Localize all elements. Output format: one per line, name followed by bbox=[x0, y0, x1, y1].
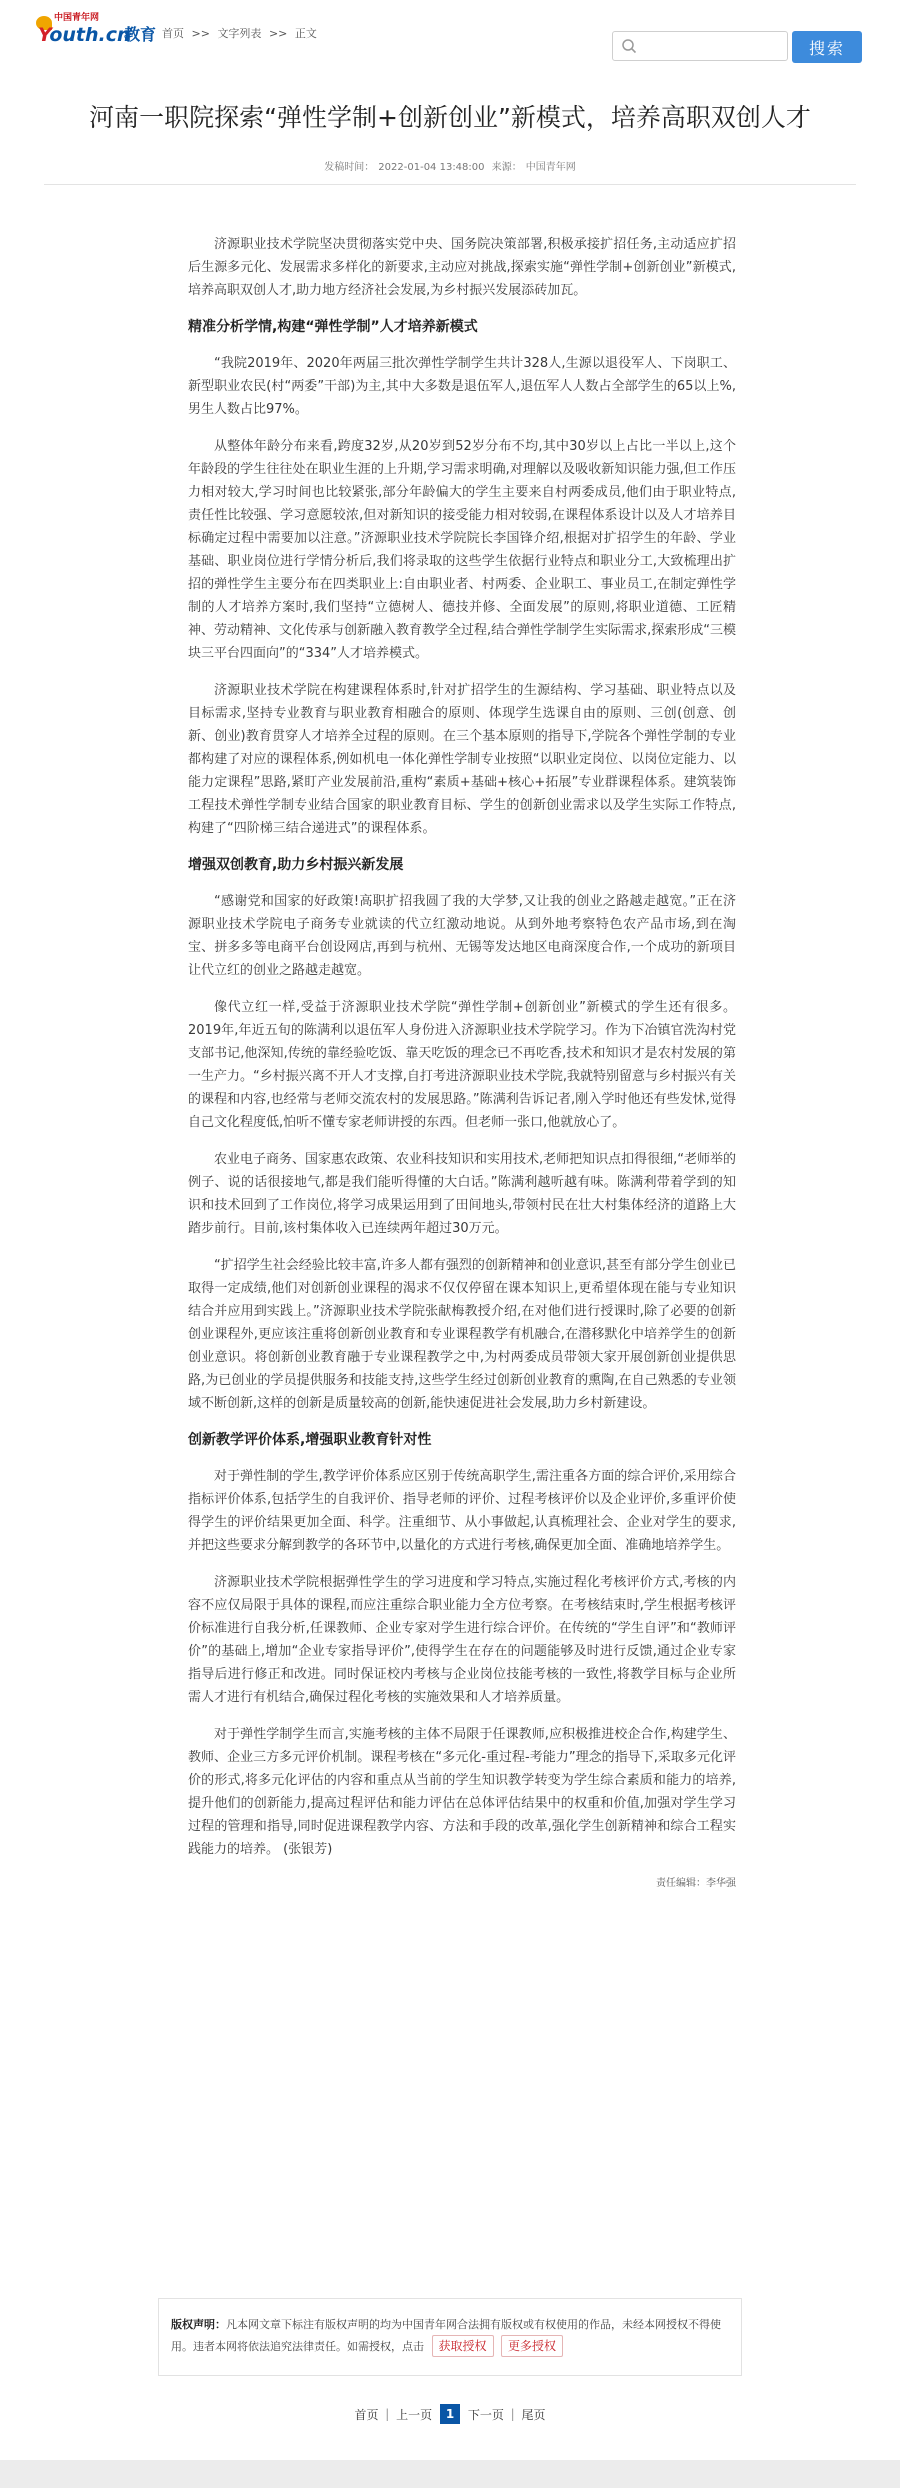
search-input[interactable] bbox=[643, 36, 785, 58]
section-heading: 精准分析学情,构建“弹性学制”人才培养新模式 bbox=[188, 319, 478, 335]
breadcrumb bbox=[162, 25, 321, 41]
copyright-label: 版权声明： bbox=[171, 2318, 226, 2331]
logo-en-text: Youth.cn bbox=[38, 24, 131, 46]
pager-last[interactable]: 尾页 bbox=[521, 2407, 546, 2422]
article-paragraph: 像代立红一样,受益于济源职业技术学院“弹性学制+创新创业”新模式的学生还有很多。2019年,年近五旬的陈满利以退伍军人身份进入济源职业技术学院学习。作为下冶镇官洗沟村党支部书记,他深知,传统的靠经验吃饭、靠天吃饭的理念已不再吃香,技术和知识才是农村发展的第一生产力。“乡村振兴离不开人才支撑,自打考进济源职业技术学院,我就特别留意与乡村振兴有关的课程和内容,也经常与老师交流农村的发展思路。”陈满利告诉记者,刚入学时他还有些发怵,觉得自己文化程度低,怕听不懂专家老师讲授的东西。但老师一张口,他就放心了。 bbox=[188, 1000, 737, 1130]
pagination bbox=[0, 2404, 900, 2424]
pager-sep: | bbox=[385, 2407, 390, 2421]
get-license-button[interactable]: 获取授权 bbox=[432, 2335, 494, 2357]
title-divider bbox=[44, 184, 856, 185]
section-heading: 增强双创教育,助力乡村振兴新发展 bbox=[188, 857, 404, 873]
more-license-button[interactable]: 更多授权 bbox=[501, 2335, 563, 2357]
breadcrumb-home[interactable]: 首页 bbox=[162, 27, 184, 40]
article-meta bbox=[40, 158, 860, 173]
section-heading: 创新教学评价体系,增强职业教育针对性 bbox=[188, 1432, 432, 1448]
article-paragraph: 对于弹性制的学生,教学评价体系应区别于传统高职学生,需注重各方面的综合评价,采用综合指标评价体系,包括学生的自我评价、指导老师的评价、过程考核评价以及企业评价,多重评价使得学生的评价结果更加全面、科学。注重细节、从小事做起,认真梳理社会、企业对学生的要求,并把这些要求分解到教学的各环节中,以量化的方式进行考核,确保更加全面、准确地培养学生。 bbox=[188, 1469, 736, 1553]
pager-current[interactable]: 1 bbox=[440, 2404, 460, 2424]
article-paragraph: “扩招学生社会经验比较丰富,许多人都有强烈的创新精神和创业意识,甚至有部分学生创业已取得一定成绩,他们对创新创业课程的渴求不仅仅停留在课本知识上,更希望体现在能与专业知识结合并应用到实践上。”济源职业技术学院张献梅教授介绍,在对他们进行授课时,除了必要的创新创业课程外,更应该注重将创新创业教育和专业课程教学有机融合,在潜移默化中培养学生的创新创业意识。将创新创业教育融于专业课程教学之中,为村两委成员带领大家开展创新创业提供思路,为已创业的学员提供服务和技能支持,这些学生经过创新创业教育的熏陶,在自己熟悉的专业领域不断创新,这样的创新是质量较高的创新,能快速促进社会发展,助力乡村新建设。 bbox=[188, 1258, 737, 1411]
article-title: 河南一职院探索“弹性学制+创新创业”新模式，培养高职双创人才 bbox=[89, 103, 811, 132]
article-paragraph: “我院2019年、2020年两届三批次弹性学制学生共计328人,生源以退役军人、下岗职工、新型职业农民(村“两委”干部)为主,其中大多数是退伍军人,退伍军人人数占全部学生的65以上%,男生人数占比97%。 bbox=[188, 356, 736, 417]
site-logo[interactable] bbox=[34, 8, 131, 52]
article-paragraph: 济源职业技术学院在构建课程体系时,针对扩招学生的生源结构、学习基础、职业特点以及目标需求,坚持专业教育与职业教育相融合的原则、体现学生选课自由的原则、三创(创意、创新、创业)教育贯穿人才培养全过程的原则。在三个基本原则的指导下,学院各个弹性学制的专业都构建了对应的课程体系,例如机电一体化弹性学制专业按照“以职业定岗位、以岗位定能力、以能力定课程”思路,紧盯产业发展前沿,重构“素质+基础+核心+拓展”专业群课程体系。建筑装饰工程技术弹性学制专业结合国家的职业教育目标、学生的创新创业需求以及学生实际工作特点,构建了“四阶梯三结合递进式”的课程体系。 bbox=[188, 683, 736, 836]
top-bar bbox=[0, 0, 900, 72]
article-body bbox=[188, 233, 736, 1905]
pager-next[interactable]: 下一页 bbox=[467, 2407, 504, 2422]
breadcrumb-current: 正文 bbox=[294, 27, 317, 40]
logo-cn-text: 中国青年网 bbox=[54, 13, 100, 23]
pager-prev[interactable]: 上一页 bbox=[396, 2407, 433, 2422]
copyright-text: 凡本网文章下标注有版权声明的均为中国青年网合法拥有版权或有权使用的作品，未经本网授权不得使用。违者本网将依法追究法律责任。如需授权，点击 bbox=[171, 2318, 721, 2353]
article-paragraph: 从整体年龄分布来看,跨度32岁,从20岁到52岁分布不均,其中30岁以上占比一半以上,这个年龄段的学生往往处在职业生涯的上升期,学习需求明确,对理解以及吸收新知识能力强,但工作压力相对较大,学习时间也比较紧张,部分年龄偏大的学生主要来自村两委成员,他们由于职业特点,责任性比较强、学习意愿较浓,但对新知识的接受能力相对较弱,在课程体系设计以及人才培养目标确定过程中需要加以注意。”济源职业技术学院院长李国锋介绍,根据对扩招学生的年龄、学业基础、职业岗位进行学情分析后,我们将录取的这些学生依据行业特点和职业分工,大致梳理出扩招的弹性学生主要分布在四类职业上:自由职业者、村两委、企业职工、事业员工,在制定弹性学制的人才培养方案时,我们坚持“立德树人、德技并修、全面发展”的原则,将职业道德、工匠精神、劳动精神、文化传承与创新融入教育教学全过程,结合弹性学制学生实际需求,探索形成“三模块三平台四面向”的“334”人才培养模式。 bbox=[188, 439, 737, 661]
article-paragraph: 济源职业技术学院坚决贯彻落实党中央、国务院决策部署,积极承接扩招任务,主动适应扩招后生源多元化、发展需求多样化的新要求,主动应对挑战,探索实施“弹性学制+创新创业”新模式,培养高职双创人才,助力地方经济社会发展,为乡村振兴发展添砖加瓦。 bbox=[188, 237, 736, 298]
search-icon bbox=[621, 38, 637, 54]
publish-time: 2022-01-04 13:48:00 bbox=[378, 162, 485, 173]
breadcrumb-sep: >> bbox=[191, 27, 210, 40]
source-label: 来源： bbox=[491, 162, 522, 173]
channel-link[interactable]: 教育 bbox=[124, 25, 157, 44]
article-paragraph: “感谢党和国家的好政策!高职扩招我圆了我的大学梦,又让我的创业之路越走越宽。”正在济源职业技术学院电子商务专业就读的代立红激动地说。从到外地考察特色农产品市场,到在淘宝、拼多多等电商平台创设网店,再到与杭州、无锡等发达地区电商深度合作,一个成功的新项目让代立红的创业之路越走越宽。 bbox=[188, 894, 736, 978]
article-paragraph: 农业电子商务、国家惠农政策、农业科技知识和实用技术,老师把知识点扣得很细,“老师举的例子、说的话很接地气,都是我们能听得懂的大白话。”陈满利越听越有味。陈满利带着学到的知识和技术回到了工作岗位,将学习成果运用到了田间地头,带领村民在壮大村集体经济的道路上大踏步前行。目前,该村集体收入已连续两年超过30万元。 bbox=[188, 1152, 737, 1236]
breadcrumb-sep: >> bbox=[268, 27, 288, 40]
footer-band bbox=[0, 2460, 900, 2488]
article-paragraph: 济源职业技术学院根据弹性学生的学习进度和学习特点,实施过程化考核评价方式,考核的内容不应仅局限于具体的课程,而应注重综合职业能力全方位考察。在考核结束时,学生根据考核评价标准进行自我分析,任课教师、企业专家对学生进行综合评价。在传统的“学生自评”和“教师评价”的基础上,增加“企业专家指导评价”,使得学生在存在的问题能够及时进行反馈,通过企业专家指导后进行修正和改进。同时保证校内考核与企业岗位技能考核的一致性,将教学目标与企业所需人才进行有机结合,确保过程化考核的实施效果和人才培养质量。 bbox=[188, 1575, 736, 1705]
copyright-notice bbox=[158, 2298, 742, 2376]
source-value: 中国青年网 bbox=[525, 162, 576, 173]
pager-first[interactable]: 首页 bbox=[354, 2407, 379, 2422]
search-button[interactable]: 搜索 bbox=[792, 31, 862, 63]
search-box bbox=[612, 31, 788, 61]
breadcrumb-list[interactable]: 文字列表 bbox=[217, 27, 262, 40]
pager-sep: | bbox=[510, 2407, 515, 2421]
article-paragraph: 对于弹性学制学生而言,实施考核的主体不局限于任课教师,应积极推进校企合作,构建学生、教师、企业三方多元评价机制。课程考核在“多元化-重过程-考能力”理念的指导下,采取多元化评价的形式,将多元化评估的内容和重点从当前的学生知识教学转变为学生综合素质和能力的培养,提升他们的创新能力,提高过程评估和能力评估在总体评估结果中的权重和价值,加强对学生学习过程的管理和指导,同时促进课程教学内容、方法和手段的改革,强化学生创新精神和综合工程实践能力的培养。 (张银芳) bbox=[188, 1727, 736, 1857]
publish-time-label: 发稿时间： bbox=[324, 162, 375, 173]
responsible-editor: 责任编辑：李华强 bbox=[656, 1878, 736, 1889]
